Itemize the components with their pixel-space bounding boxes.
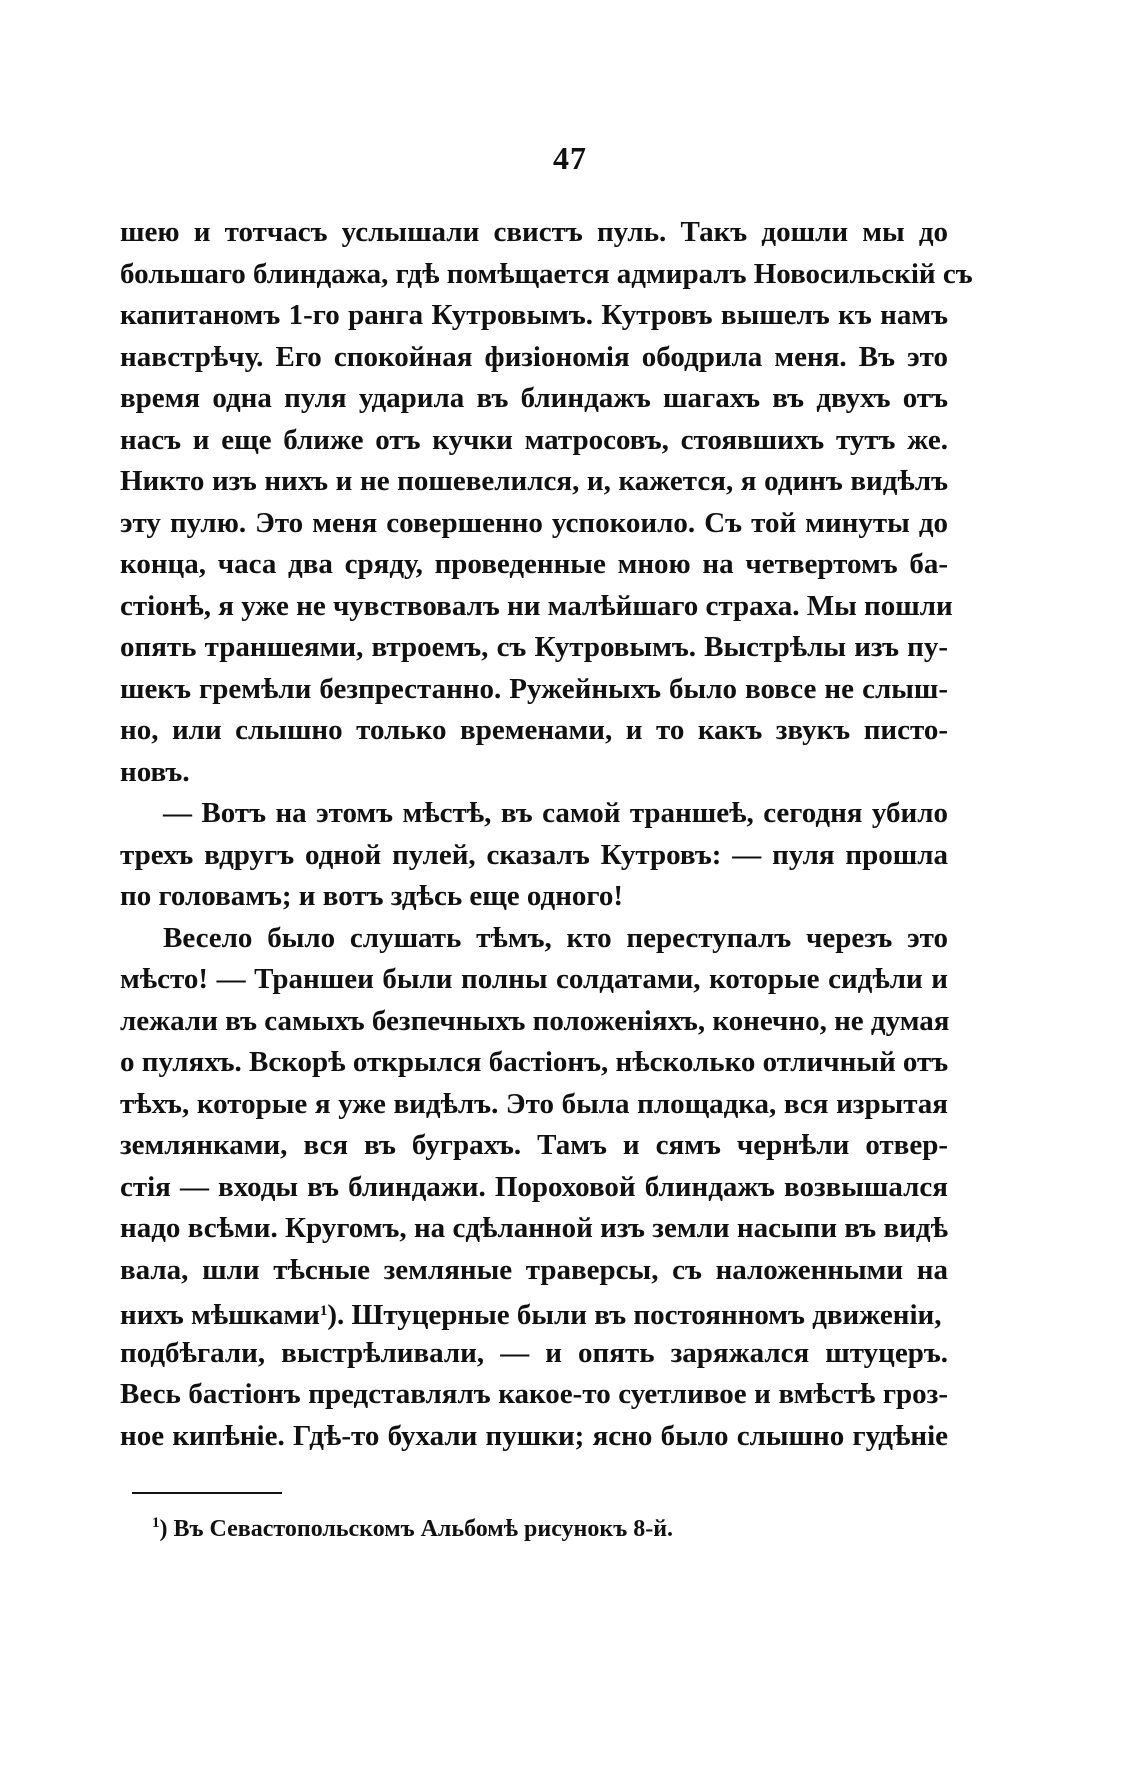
text-line: опять траншеями, втроемъ, съ Кутровымъ. Выстрѣлы изъ пу- [120,631,948,663]
text-line: ное кипѣніе. Гдѣ-то бухали пушки; ясно было слышно гудѣніе [120,1419,948,1452]
body-text [120,212,973,1457]
text-line: время одна пуля ударила въ блиндажъ шагахъ въ двухъ отъ [120,382,948,414]
text-line: Никто изъ нихъ и не пошевелился, и, кажется, я одинъ видѣлъ [120,465,948,497]
text-line: навстрѣчу. Его спокойная физіономія ободрила меня. Въ это [120,340,948,373]
text-line: но, или слышно только временами, и то какъ звукъ писто- [120,714,948,746]
footnote-divider [132,1492,282,1494]
text-line: тѣхъ, которые я уже видѣлъ. Это была площадка, вся изрытая [120,1087,948,1120]
text-line: о пуляхъ. Вскорѣ открылся бастіонъ, нѣсколько отличный отъ [120,1046,949,1078]
text-line: трехъ вдругъ одной пулей, сказалъ Кутровъ: — пуля прошла [120,838,948,871]
text-line: надо всѣми. Кругомъ, на сдѣланной изъ земли насыпи въ видѣ [120,1212,948,1244]
text-line: лежали въ самыхъ безпечныхъ положеніяхъ, конечно, не думая [120,1004,950,1037]
footnote-reference: 1 [319,1303,328,1319]
text-line: вала, шли тѣсные земляные траверсы, съ наложенными на [120,1253,948,1286]
text-line: шею и тотчасъ услышали свистъ пуль. Такъ дошли мы до [120,216,948,248]
text-line: эту пулю. Это меня совершенно успокоило. Съ той минуты до [120,506,948,539]
text-line: новъ. [120,755,190,788]
text-line: — Вотъ на этомъ мѣстѣ, въ самой траншеѣ, сегодня убило [163,797,948,829]
footnote-marker-paren: ) [159,1516,168,1542]
text-line: подбѣгали, выстрѣливали, — и опять заряжался штуцеръ. [120,1336,948,1369]
text-line: насъ и еще ближе отъ кучки матросовъ, стоявшихъ тутъ же. [120,423,948,456]
text-line: стіонѣ, я уже не чувствовалъ ни малѣйшаго страха. Мы пошли [120,589,953,622]
text-line: Весело было слушать тѣмъ, кто переступалъ черезъ это [163,921,948,954]
footnote-text: Въ Севастопольскомъ Альбомѣ рисунокъ 8-й. [173,1516,674,1542]
text-line-with-footnote-ref [120,1291,948,1333]
page-number: 47 [553,140,587,176]
text-line: мѣсто! — Траншеи были полны солдатами, которые сидѣли и [120,963,948,995]
text-line: стія — входы въ блиндажи. Пороховой блиндажъ возвышался [120,1170,948,1203]
text-segment: ). Штуцерные были въ постоянномъ движеніи, [327,1299,942,1331]
footnote [152,1515,673,1543]
text-line: землянками, вся въ буграхъ. Тамъ и сямъ чернѣли отвер- [120,1129,948,1161]
text-line: большаго блиндажа, гдѣ помѣщается адмиралъ Новосильскій съ [120,257,973,290]
text-segment: нихъ мѣшками [120,1299,320,1331]
text-line: шекъ гремѣли безпрестанно. Ружейныхъ было вовсе не слыш- [120,672,948,705]
text-line: конца, часа два сряду, проведенные мною на четвертомъ ба- [120,548,948,580]
text-line: капитаномъ 1-го ранга Кутровымъ. Кутровъ вышелъ къ намъ [120,299,948,331]
text-line: по головамъ; и вотъ здѣсь еще одного! [120,880,624,912]
footnote-marker: 1 [152,1515,160,1531]
text-line: Весь бастіонъ представлялъ какое-то суетливое и вмѣстѣ гроз- [120,1378,948,1410]
